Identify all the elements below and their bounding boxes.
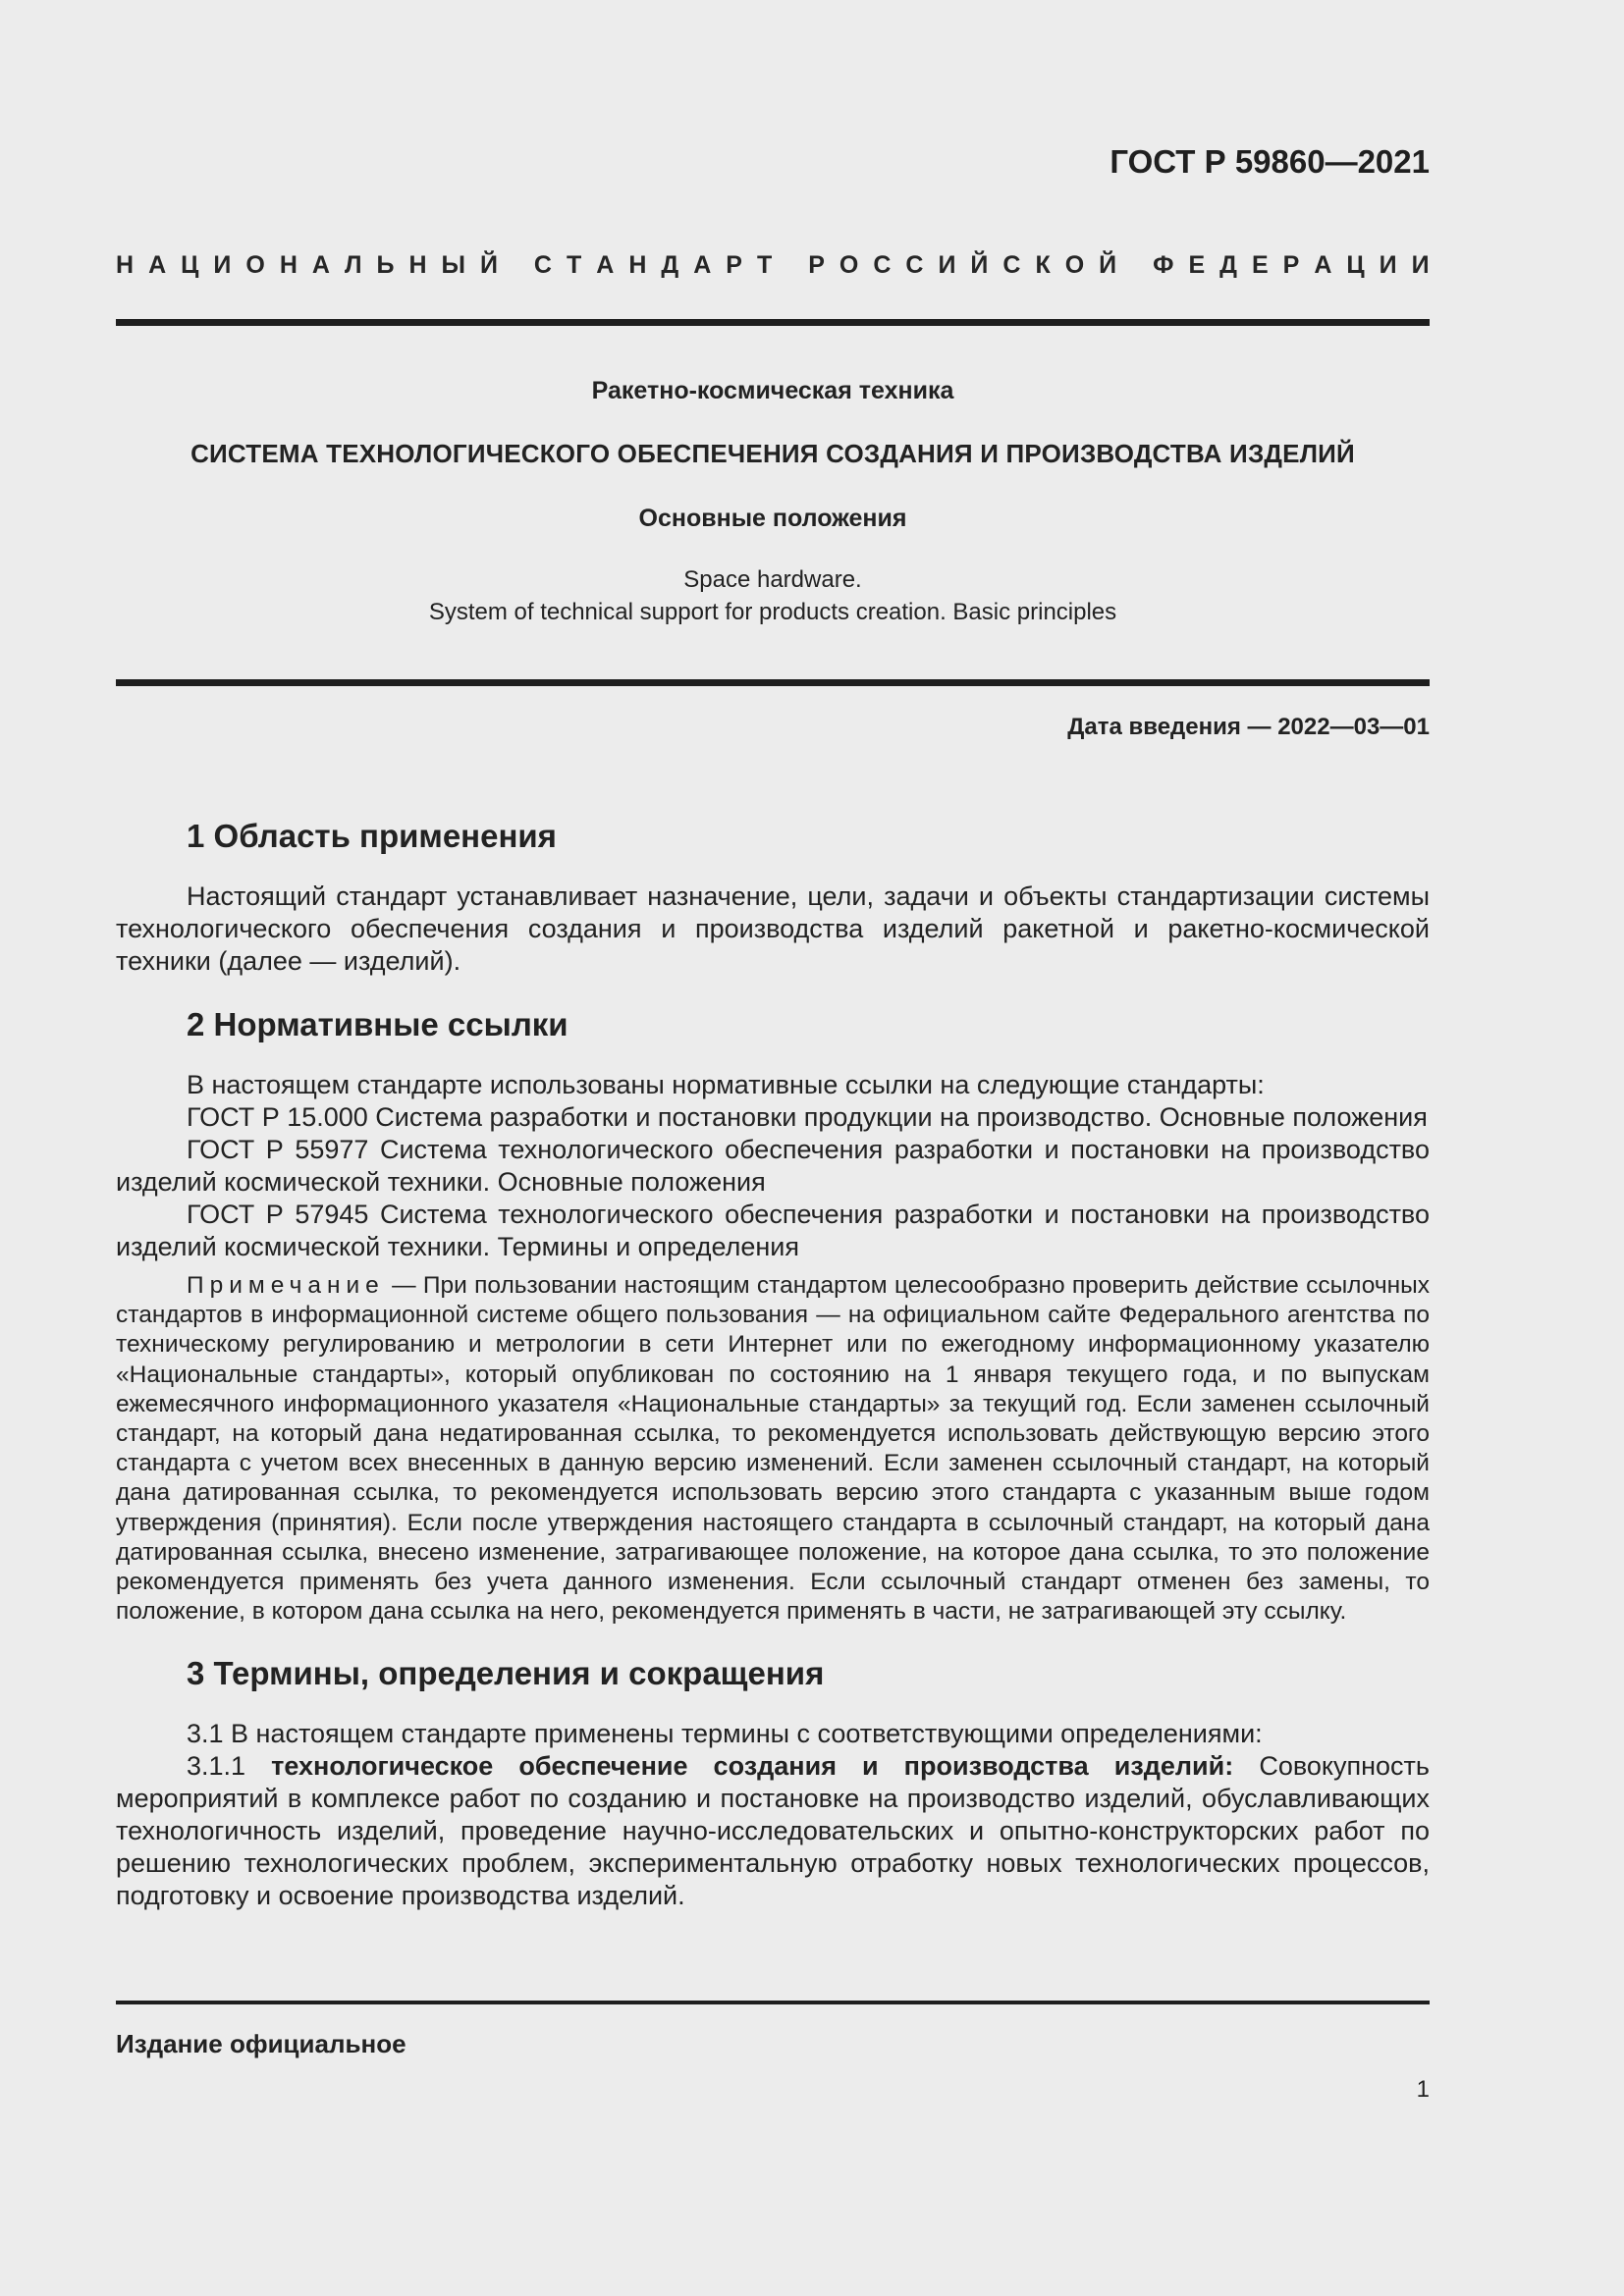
reference-item: ГОСТ Р 57945 Система технологического обеспечения разработки и постановки на производство изделий космической техники. Термины и определения <box>116 1200 1430 1261</box>
heading-letter: Н <box>408 251 427 279</box>
top-rule <box>116 319 1430 326</box>
heading-letter: Л <box>344 251 362 279</box>
heading-letter: А <box>311 251 330 279</box>
section-1-text: Настоящий стандарт устанавливает назначение, цели, задачи и объекты стандартизации системы технологического обеспечения создания и производства изделий ракетной и ракетно-космической техники (далее — изделий). <box>116 881 1430 976</box>
clause-3-1-1 <box>116 1750 1430 1912</box>
clause-3-1: 3.1 В настоящем стандарте применены термины с соответствующими определениями: <box>187 1719 1263 1749</box>
heading-letter: А <box>596 251 615 279</box>
heading-letter <box>513 251 519 280</box>
clause-number: 3.1.1 <box>187 1751 272 1782</box>
heading-letter: И <box>1411 251 1430 279</box>
heading-letter: Н <box>279 251 298 279</box>
document-subtitle: Основные положения <box>638 505 907 532</box>
section-3-heading: 3 Термины, определения и сокращения <box>187 1655 825 1692</box>
subject-line: Ракетно-космическая техника <box>591 377 954 404</box>
national-standard-heading <box>116 251 1430 280</box>
reference-item: ГОСТ Р 55977 Система технологического обеспечения разработки и постановки на производство изделий космической техники. Основные положения <box>116 1135 1430 1197</box>
heading-letter: И <box>213 251 232 279</box>
english-title-line1: Space hardware. <box>683 566 862 593</box>
heading-letter: Т <box>566 251 582 279</box>
heading-letter: Д <box>1219 251 1237 279</box>
heading-letter: И <box>1379 251 1397 279</box>
term-definition: Совокупность мероприятий в комплексе работ по созданию и постановке на производство изделий, обуславливающих технологичность изделий, проведение научно-исследовательских и опытно-конструкторских работ по решению технологических проблем, экспериментальную отработку новых технологических процессов, подготовку и освоение производства изделий. <box>116 1751 1430 1911</box>
heading-letter: С <box>533 251 552 279</box>
heading-letter: Р <box>726 251 742 279</box>
title-bottom-rule <box>116 679 1430 686</box>
heading-letter: С <box>905 251 924 279</box>
heading-letter: Ц <box>181 251 199 279</box>
note-label: Примечание <box>187 1272 385 1299</box>
heading-letter: И <box>938 251 956 279</box>
heading-letter: А <box>148 251 167 279</box>
heading-letter <box>786 251 793 280</box>
heading-letter: Е <box>1251 251 1269 279</box>
heading-letter: Й <box>1099 251 1117 279</box>
introduction-date: Дата введения — 2022—03—01 <box>1067 714 1430 740</box>
heading-letter: С <box>873 251 892 279</box>
english-title-line2: System of technical support for products creation. Basic principles <box>428 599 1117 625</box>
heading-letter: Т <box>756 251 773 279</box>
heading-letter: Н <box>628 251 647 279</box>
document-body <box>116 815 1430 1912</box>
heading-letter: Ь <box>376 251 395 279</box>
reference-item: ГОСТ Р 15.000 Система разработки и постановки продукции на производство. Основные положения <box>187 1102 1428 1132</box>
section-2-heading: 2 Нормативные ссылки <box>187 1006 568 1042</box>
heading-letter: О <box>839 251 859 279</box>
section-1-heading: 1 Область применения <box>187 818 557 854</box>
note-paragraph <box>116 1271 1430 1627</box>
heading-letter: Н <box>116 251 135 279</box>
heading-letter: О <box>245 251 265 279</box>
heading-letter: А <box>693 251 712 279</box>
standard-code: ГОСТ Р 59860—2021 <box>1110 143 1430 180</box>
footer-rule <box>116 2001 1430 2004</box>
heading-letter <box>1131 251 1138 280</box>
note-text: — При пользовании настоящим стандартом целесообразно проверить действие ссылочных стандартов в информационной системе общего пользования — на официальном сайте Федерального агентства по техническому регулированию и метрологии в сети Интернет или по ежегодному информационному указателю «Национальные стандарты», который опубликован по состоянию на 1 января текущего года, и по выпускам ежемесячного информационного указателя «Национальные стандарты» за текущий год. Если заменен ссылочный стандарт, на который дана недатированная ссылка, то рекомендуется использовать действующую версию этого стандарта с учетом всех внесенных в данную версию изменений. Если заменен ссылочный стандарт, на который дана датированная ссылка, то рекомендуется использовать версию этого стандарта с указанным выше годом утверждения (принятия). Если после утверждения настоящего стандарта в ссылочный стандарт, на который дана датированная ссылка, внесено изменение, затрагивающее положение, на которое дана ссылка, то это положение рекомендуется применять без учета данного изменения. Если ссылочный стандарт отменен без замены, то положение, в котором дана ссылка на него, рекомендуется применять в части, не затрагивающей эту ссылку. <box>116 1272 1430 1626</box>
heading-letter: Р <box>808 251 825 279</box>
section-2-intro: В настоящем стандарте использованы нормативные ссылки на следующие стандарты: <box>187 1070 1265 1099</box>
heading-letter: Р <box>1282 251 1300 279</box>
official-edition-label: Издание официальное <box>116 2029 406 2058</box>
heading-letter: С <box>1002 251 1021 279</box>
heading-letter: Е <box>1188 251 1206 279</box>
page-number: 1 <box>1416 2076 1430 2103</box>
document-title: СИСТЕМА ТЕХНОЛОГИЧЕСКОГО ОБЕСПЕЧЕНИЯ СОЗДАНИЯ И ПРОИЗВОДСТВА ИЗДЕЛИЙ <box>190 439 1355 468</box>
heading-letter: Д <box>661 251 679 279</box>
heading-letter: К <box>1035 251 1051 279</box>
heading-letter: Ф <box>1153 251 1174 279</box>
heading-letter: О <box>1064 251 1085 279</box>
heading-letter: А <box>1314 251 1332 279</box>
english-title <box>116 563 1430 628</box>
heading-letter: Ц <box>1346 251 1365 279</box>
heading-letter: Й <box>970 251 989 279</box>
term: технологическое обеспечение создания и производства изделий: <box>271 1751 1234 1782</box>
heading-letter: Й <box>480 251 498 279</box>
heading-letter: Ы <box>441 251 465 279</box>
